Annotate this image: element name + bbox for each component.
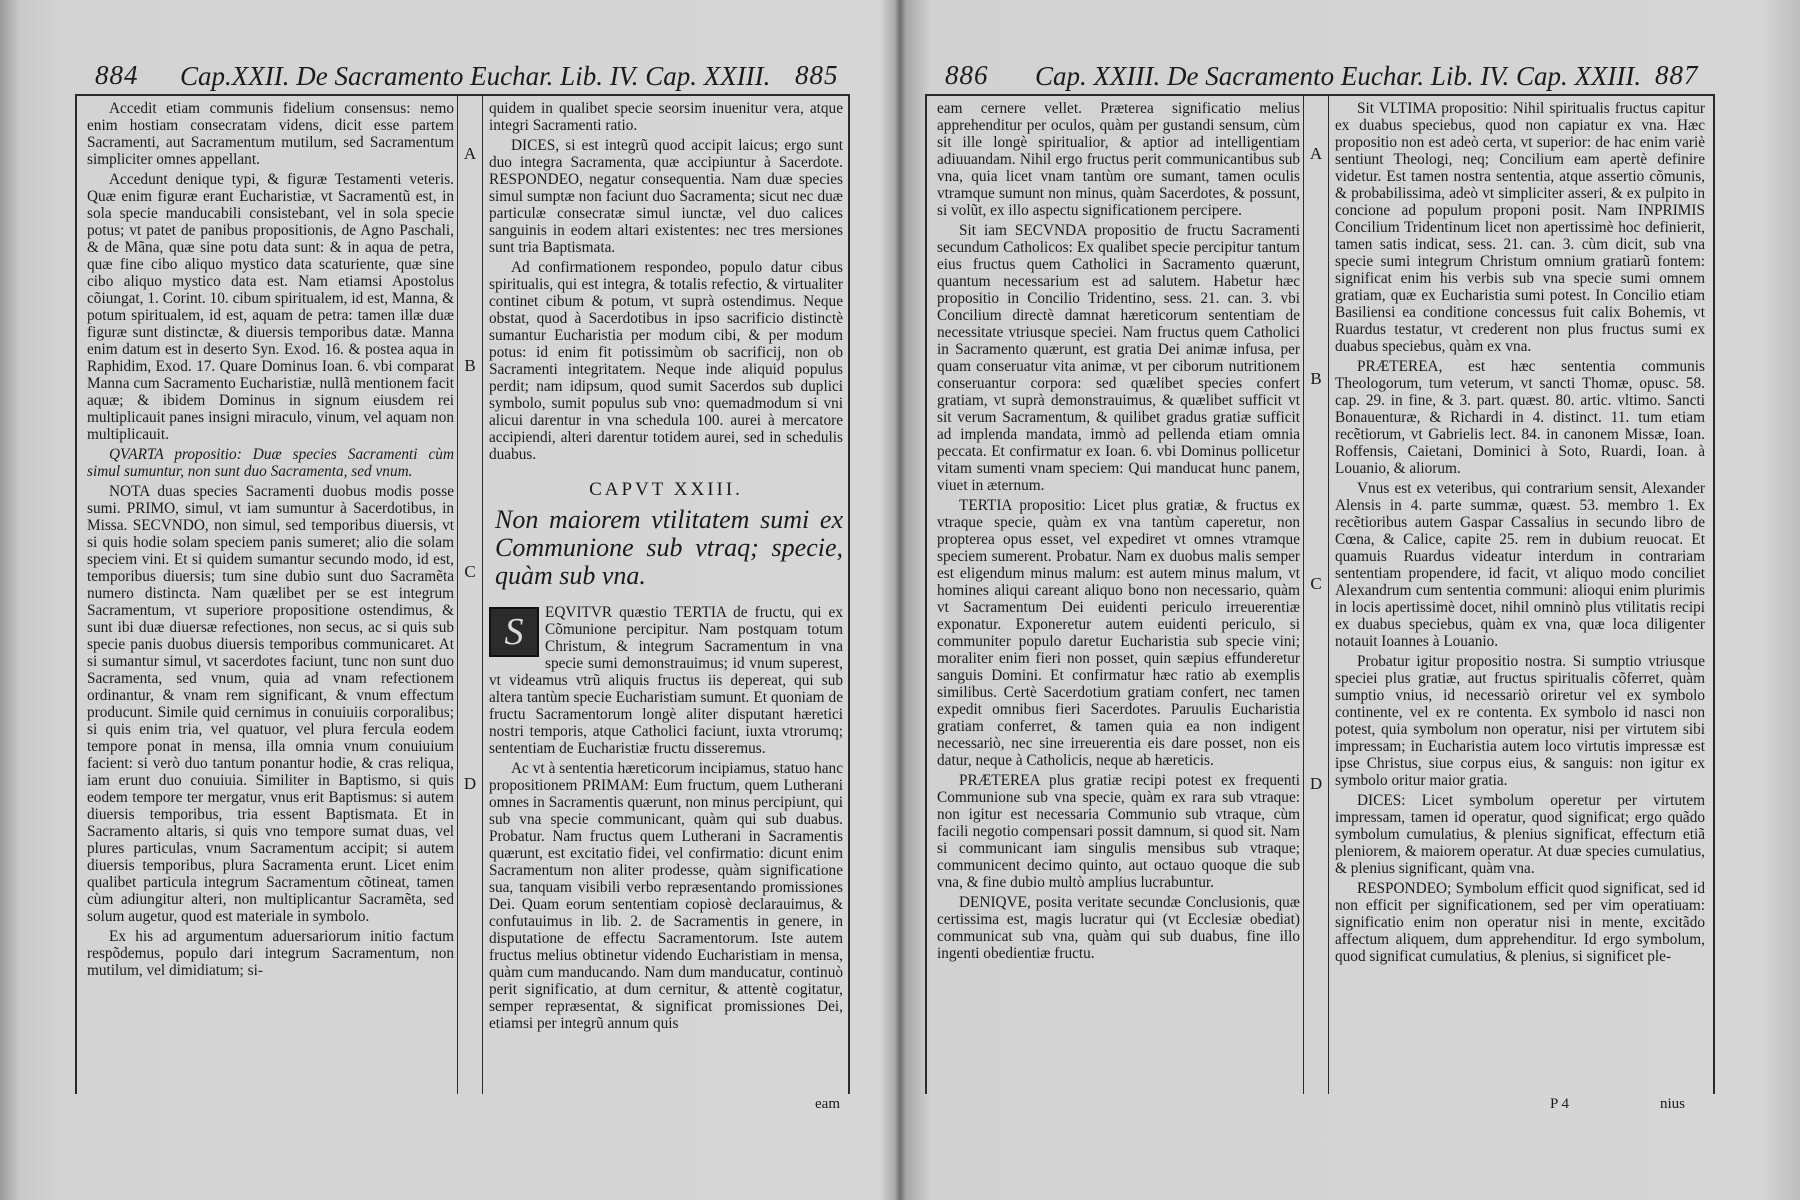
- paragraph: Accedit etiam communis fidelium consensus: nemo enim hostiam consecratam videns, dicit esse partem Sacramenti, aut Sacramentum mutilum, sed Sacramentum simpliciter omnes appellant.: [87, 100, 454, 168]
- right-running-head: [925, 60, 1715, 96]
- right-page: [925, 60, 1715, 1110]
- right-margin-letters: [1303, 94, 1329, 1094]
- margin-letter-b: B: [464, 356, 476, 375]
- paragraph: quidem in qualibet specie seorsim inuenitur vera, atque integri Sacramenti ratio.: [489, 100, 843, 134]
- page-number-885: 885: [795, 60, 839, 90]
- left-column-2: [489, 100, 843, 1100]
- paragraph: Ex his ad argumentum aduersariorum initio factum respõdemus, populo dari integrum Sacramentum, non mutilum, vel dimidiatum; si-: [87, 928, 454, 979]
- left-running-title: Cap.XXII. De Sacramento Euchar. Lib. IV. Cap. XXIII.: [180, 61, 771, 91]
- paragraph: Accedunt denique typi, & figuræ Testamenti veteris. Quæ enim figuræ erant Eucharistiæ, vt Sacramentũ est, in sola specie manducabili consistebant, vel in sola specie potus; vt patet de panibus propositionis, de Agno Paschali, & de Mãna, quæ sine potu data sunt: & in aqua de petra, quæ fine cibo aliquo mystico data scaturiente, quæ sine cibo aliquo mystico data est. Nam etiamsi Apostolus cõiungat, 1. Corint. 10. cibum spiritualem, id est, Manna, & potum spiritualem, id est, aquam de petra: tamen illæ duæ figuræ sunt distinctæ, & diuersis temporibus datæ. Manna enim datum est in deserto Syn. Exod. 16. & postea aqua in Raphidim, Exod. 17. Quare Dominus Ioan. 6. vbi comparat Manna cum Sacramento Eucharistiæ, nullã mentionem facit aquæ; & ibidem Dominus in signum eiusdem rei multiplicauit panes insigni miraculo, vinum, vel aquam non multiplicauit.: [87, 171, 454, 443]
- paragraph: RESPONDEO; Symbolum efficit quod significat, sed id non efficit per significationem, sed per vim operatiuam: significatio enim non operatur nisi in mente, excitãdo affectum aliquem, dum apprehenditur. Id ergo symbolum, quod significat cumulatius, & plenius, si significet ple-: [1335, 880, 1705, 965]
- margin-letter-c: C: [464, 562, 476, 581]
- paragraph: Probatur igitur propositio nostra. Si sumptio vtriusque speciei plus gratiæ, aut fructus spiritualis cõferret, quàm sumptio vnius, id necessariò oriretur vel ex symbolo continente, vel ex re contenta. Ex symbolo id nasci non potest, quia symbolum non operatur, nisi per virtutem sibi impressam; in Eucharistia autem loco virtutis impressæ est ipse Christus, siue corpus eius, & sanguis: non igitur ex symbolo oritur maior gratia.: [1335, 653, 1705, 789]
- margin-letter-a: A: [1309, 144, 1323, 163]
- left-running-head: [75, 60, 850, 96]
- signature-mark: P 4: [1550, 1096, 1570, 1112]
- paragraph: [489, 604, 843, 757]
- paragraph: Sit VLTIMA propositio: Nihil spiritualis fructus capitur ex duabus speciebus, quod non capiatur ex vna. Hæc propositio non est adeò certa, vt superior: de hac enim variè sentiunt Theologi, neq; Concilium eam apertè definire videtur. Est tamen nostra sententia, atque assertio cõmunis, & probabilissima, adeò vt simpliciter asseri, & ex pulpito in concione ad populum proponi posit. Nam INPRIMIS Concilium Tridentinum licet non apertissimè hoc definierit, tamen satis indicat, sess. 21. can. 3. cùm dicit, sub vna specie sumi integrum Christum omnium gratiarũ fontem: significat enim his verbis sub vna specie sumi omnem gratiam, quæ ex Eucharistia sumi potest. In Concilio etiam Basiliensi ea conditione concessus fuit calix Bohemis, vt Ruardus testatur, vt crederent non plus fructus sumi ex duabus speciebus, quàm ex vna.: [1335, 100, 1705, 355]
- paragraph: NOTA duas species Sacramenti duobus modis posse sumi. PRIMO, simul, vt iam sumuntur à Sacerdotibus, in Missa. SECVNDO, non simul, sed temporibus diuersis, vt si quis hodie solam speciem panis sumeret; alio die solam speciem vini. Et si quidem sumantur secundo modo, id est, temporibus diuersis; tum sine dubio sunt duo Sacramẽta numero distincta. Nam quælibet per se est integrum Sacramentum, vt superiore propositione ostendimus, & sunt ibi duæ diuersæ refectiones, non secus, ac si quis sub specie panis duobus diuersis temporibus communicaret. At si sumantur simul, vt sacerdotes faciunt, tunc non sunt duo Sacramenta, sed vnum, quia ad vnam refectionem ordinantur, & vnam rem significant, & vnum effectum producunt. Simile quid cernimus in conuiuiis corporalibus; si quis enim tria, vel quatuor, vel plura fercula eodem tempore ponat in mensa, illa omnia vnum conuiuium facient: si verò duo tantum ponantur hodie, & cras reliqua, iam erunt duo conuiuia. Similiter in Baptismo, si quis eodem tempore ter mergatur, vnus erit Baptismus: si autem diuersis temporibus, tria essent Baptismata. Et in Sacramento altaris, si quis vno tempore sumat duas, vel plures particulas, vnum Sacramentum accipit; si autem diuersis temporibus, plura Sacramenta erunt. Licet enim qualibet particula integrum Sacramentum cõtineat, tamen cùm adiungitur alteri, non multiplicantur Sacramẽta, sed solum augetur, quod est materiale in symbolo.: [87, 483, 454, 925]
- left-margin-letters: [457, 94, 483, 1094]
- margin-letter-b: B: [1310, 369, 1322, 388]
- paragraph: DICES: Licet symbolum operetur per virtutem impressam, tamen id operatur, quod significat; ergo quãdo symbolum cumulatius, & plenius significat, effectum etiã pleniorem, & maiorem operatur. At duæ species cumulatius, & plenius significant, quàm vna.: [1335, 792, 1705, 877]
- right-running-title: Cap. XXIII. De Sacramento Euchar. Lib. IV. Cap. XXIII.: [1035, 61, 1642, 91]
- margin-letter-a: A: [463, 144, 477, 163]
- page-number-884: 884: [95, 60, 139, 90]
- chapter-heading: CAPVT XXIII.: [589, 479, 743, 500]
- paragraph: DICES, si est integrũ quod accipit laicus; ergo sunt duo integra Sacramenta, quæ accipiuntur à Sacerdote. RESPONDEO, negatur consequentia. Nam duæ species simul sumptæ non faciunt duo Sacramenta; sicut nec duæ particulæ consecratæ simul iunctæ, vel duo calices sanguinis in eodem altari existentes: nec tres mersiones sunt tria Baptismata.: [489, 137, 843, 256]
- margin-letter-d: D: [463, 774, 477, 793]
- margin-letter-d: D: [1309, 774, 1323, 793]
- margin-letter-c: C: [1310, 574, 1322, 593]
- catchword: eam: [815, 1096, 840, 1112]
- paragraph: DENIQVE, posita veritate secundæ Conclusionis, quæ certissima est, magis lucratur qui (vt Ecclesiæ obediat) communicat sub vna, quàm qui sub duabus, fine illo ingenti obedientiæ fructu.: [937, 894, 1300, 962]
- page-number-886: 886: [945, 60, 989, 90]
- paragraph: TERTIA propositio: Licet plus gratiæ, & fructus ex vtraque specie, quàm ex vna tantùm caperetur, non propterea opus esset, vel expediret vt omnes vtramque speciem sumerent. Probatur. Nam ex duobus malis semper est eligendum minus malum: est autem minus malum, vt homines aliqui careant aliquo bono non necessario, quàm vt Sacramentum Dei euidenti periculo irreuerentiæ exponatur. Exponeretur autem euidenti periculo, si communiter populo daretur Eucharistia sub specie vini; moraliter enim fieri non posset, quin sæpius effunderetur sanguis Domini. Et confirmatur hæc ratio ab exemplis similibus. Certè Sacerdotium gratiam confert, nec tamen expedit omnibus fieri Sacerdotes. Paruulis Eucharistia gratiam conferret, & tamen quia ea non indigent necessariò, nec sine irreuerentia eis dare posset, non eis datur, neque à Catholicis, neque ab hæreticis.: [937, 497, 1300, 769]
- paragraph: Ac vt à sententia hæreticorum incipiamus, statuo hanc propositionem PRIMAM: Eum fructum, quem Lutherani omnes in Sacramentis quærunt, non minus percipiunt, qui sub vna specie communicant, quàm qui sub duabus. Probatur. Nam fructus quem Lutherani in Sacramentis quærunt, est excitatio fidei, vel confirmatio: dicunt enim Sacramentum non aliter prodesse, quàm significatione sua, tanquam visibili verbo repræsentando promissiones Dei. Quam eorum sententiam copiosè declarauimus, & confutauimus in lib. 2. de Sacramentis in genere, in disputatione de effectu Sacramentorum. Iste autem fructus melius obtinetur videndo Eucharistiam in mensa, quàm cum manducando. Nam dum manducatur, continuò perit significatio, at dum cernitur, & attentè cogitatur, semper repræsentat, & significat promissiones Dei, etiamsi per integrũ annum quis: [489, 760, 843, 1032]
- paragraph: Vnus est ex veteribus, qui contrarium sensit, Alexander Alensis in 4. parte summæ, quæst. 53. membro 1. Ex recẽtioribus autem Gaspar Cassalius in secundo libro de Cœna, & Calice, capite 25. rem in dubium reuocat. Et quamuis Ruardus videatur interdum in contrariam sententiam propendere, id facit, vt aliquo modo conciliet Alexandrum cum sententia communi: alioqui enim plurimis in locis apertissimè docet, nihil omninò plus vtilitatis recipi ex duabus speciebus, quàm ex vna, quæ loca diligenter notauit Ioannes à Louanio.: [1335, 480, 1705, 650]
- paragraph: QVARTA propositio: Duæ species Sacramenti cùm simul sumuntur, non sunt duo Sacramenta, sed vnum.: [87, 446, 454, 480]
- catchword: nius: [1660, 1096, 1686, 1112]
- paragraph: PRÆTEREA, est hæc sententia communis Theologorum, tum veterum, vt sancti Thomæ, opusc. 58. cap. 29. in fine, & 3. part. quæst. 80. artic. vltimo. Sancti Bonauenturæ, & Richardi in 4. distinct. 11. tum etiam recẽtiorum, vt Gabrielis lect. 84. in canonem Missæ, Ioan. Roffensis, Caietani, Dominici à Soto, Ruardi, Ioan. à Louanio, & aliorum.: [1335, 358, 1705, 477]
- right-column-2: [1335, 100, 1705, 1100]
- left-column-1: [87, 100, 454, 1100]
- right-column-1: [937, 100, 1300, 1100]
- page-number-887: 887: [1655, 60, 1699, 90]
- left-page: [75, 60, 850, 1110]
- paragraph: Sit iam SECVNDA propositio de fructu Sacramenti secundum Catholicos: Ex qualibet specie percipitur tantum eius fructus quem Catholici in Sacramento quærunt, quantum necessarium est ad salutem. Habetur hæc propositio in Concilio Tridentino, sess. 21. can. 3. vbi Concilium directè damnat hæreticorum sententiam de necessitate vtriusque speciei. Nam fructus quem Catholici in Sacramento quærunt, est gratia Dei animæ infusa, per quam conseruatur vita animæ, vt per ciborum nutritionem conseruantur corpora: sed quælibet species confert gratiam, vt suprà demonstrauimus, & quælibet sufficit vt sit verum Sacramentum, & quilibet gradus gratiæ sufficit ad implenda mandata, immò ad pellenda etiam omnia peccata. Et confirmatur ex Ioan. 6. vbi Dominus pollicetur vitam sumenti vnam speciem: Qui manducat hunc panem, viuet in æternum.: [937, 222, 1300, 494]
- chapter-title: Non maiorem vtilitatem sumi ex Communione sub vtraq; specie, quàm sub vna.: [495, 505, 843, 590]
- paragraph-text: EQVITVR quæstio TERTIA de fructu, qui ex Cõmunione percipitur. Nam postquam totum Christum, & integrum Sacramentum in vna specie sumi demonstrauimus; id vnum superest, vt videamus vtrũ aliquis fructus iis depereat, qui sub altera tantùm specie Eucharistiam sumunt. Et quoniam de fructu Sacramentorum longè aliter disputant hæretici nostri temporis, atque Catholici faciunt, iuxta vtrorumq; sententiam de Eucharistiæ fructu disseremus.: [489, 604, 843, 757]
- drop-cap-initial: S: [489, 607, 539, 657]
- paragraph: PRÆTEREA plus gratiæ recipi potest ex frequenti Communione sub vna specie, quàm ex rara sub vtraque: non igitur est necessaria Communio sub vtraque, cùm facili negotio compensari possit damnum, si quod sit. Nam si communicant iam singulis mensibus sub vtraque; communicent decimo quinto, aut octauo quoque die sub vna, & fine dubio multò amplius lucrabuntur.: [937, 772, 1300, 891]
- paragraph: eam cernere vellet. Præterea significatio melius apprehenditur per oculos, quàm per gustandi sensum, cùm sit ille longè spiritualior, & aptior ad intelligentiam adiuuandam. Nihil ergo fructus perit communicantibus sub vna, quia licet vnam tantùm ore sumant, tamen oculis vtramque sumunt non minus, quàm Sacerdotes, & possunt, si volũt, ex illo aspectu significationem percipere.: [937, 100, 1300, 219]
- paragraph: Ad confirmationem respondeo, populo datur cibus spiritualis, qui est integra, & totalis refectio, & virtualiter continet cibum & potum, vt suprà ostendimus. Neque obstat, quod à Sacerdotibus in ipso sacrificio distinctè sumantur Eucharistia per modum cibi, & per modum potus: id enim fit potissimùm ob sacrificij, non ob Sacramenti integritatem. Neque inde aliquid populus perdit; nam idipsum, quod sumit Sacerdos sub duplici symbolo, sumit populus sub vno: quemadmodum si vni alicui darentur in vna schedula 100. aurei à mercatore accipiendi, alteri darentur totidem aurei, sed in schedulis duabus.: [489, 259, 843, 463]
